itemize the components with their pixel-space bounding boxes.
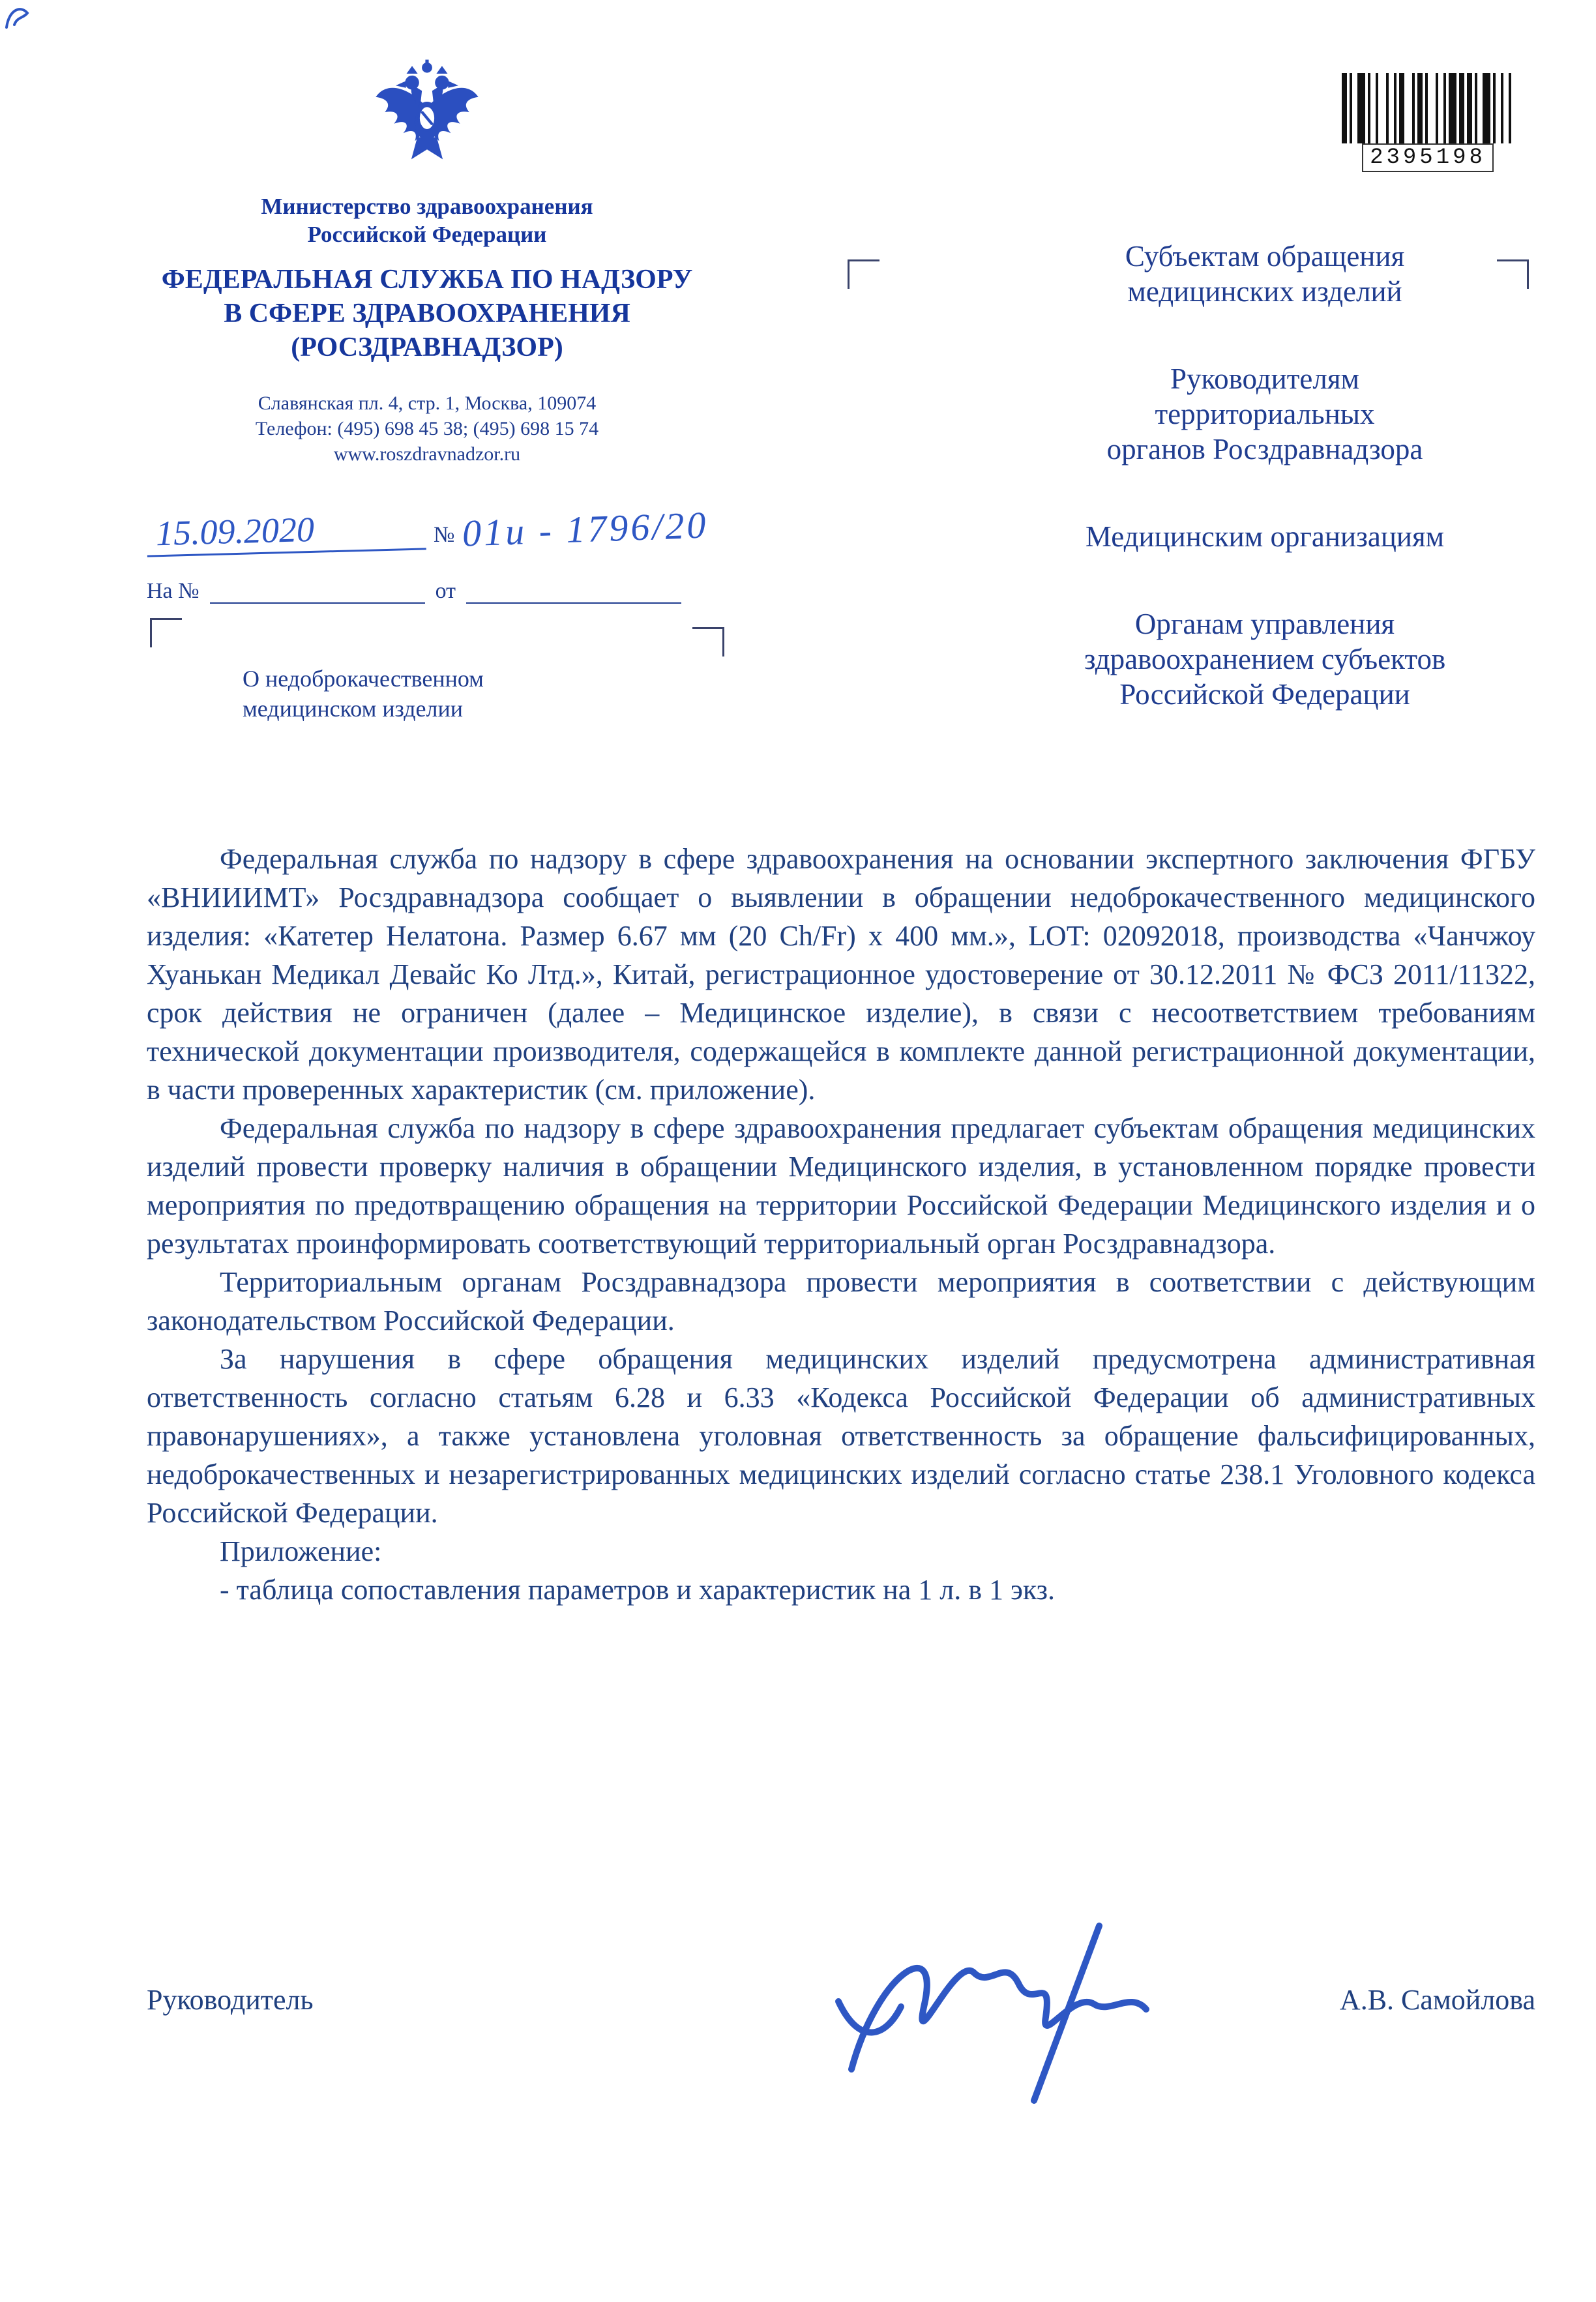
reference-number-row [147,579,692,604]
attachment-label: Приложение: [220,1535,382,1567]
ref-date-blank [466,580,681,604]
recipient-block [984,239,1545,309]
org-phone: Телефон: (495) 698 45 38; (495) 698 15 74 [255,418,599,439]
subject-zone-corner-mark-right [692,627,724,657]
recipient-line: Органам управления [1134,608,1395,640]
barcode-bars [1323,73,1532,143]
recipient-line: медицинских изделий [1127,275,1402,308]
recipient-block [984,361,1545,467]
body-paragraph: Территориальным органам Росздравнадзора провести мероприятия в соответствии с действующим законодательством Российской Федерации. [147,1266,1535,1336]
pen-mark [1,1,43,33]
recipient-block [984,606,1545,712]
address-zone-corner-mark-left [848,259,879,289]
signature-row [147,1983,1535,2016]
subject-zone-corner-mark-left [150,618,182,647]
coat-of-arms-icon [371,57,483,183]
subject-line-1: О недоброкачественном [243,666,484,692]
recipient-line: органов Росздравнадзора [1106,433,1423,465]
recipient-line: Руководителям [1170,362,1359,395]
org-website: www.roszdravnadzor.ru [333,443,521,465]
ref-number-blank [210,580,425,604]
date-field: 15.09.2020 [146,506,426,557]
signatory-name: А.В. Самойлова [1339,1984,1535,2016]
org-address: Славянская пл. 4, стр. 1, Москва, 109074 [258,392,597,414]
body-paragraph: За нарушения в сфере обращения медицинских изделий предусмотрена административная ответственность согласно статьям 6.28 и 6.33 «Кодекса Российской Федерации об административных правонарушениях», а также установлена уголовная ответственность за обращение фальсифицированных, недоброкачественных и незарегистрированных медицинских изделий согласно статье 238.1 Уголовного кодекса Российской Федерации. [147,1343,1535,1529]
recipient-block [984,519,1545,554]
recipient-line: Субъектам обращения [1125,240,1405,273]
service-name-line-2: В СФЕРЕ ЗДРАВООХРАНЕНИЯ [224,299,630,329]
recipient-line: территориальных [1155,398,1375,430]
letter-body [147,840,1535,1609]
ministry-line-2: Российской Федерации [307,222,547,247]
recipients-column [984,239,1545,764]
ref-ot-label: от [435,579,456,603]
body-paragraph: Федеральная служба по надзору в сфере здравоохранения предлагает субъектам обращения медицинских изделий провести проверку наличия в обращении Медицинского изделия, в установленном порядке провести мероприятия по предотвращению обращения на территории Российской Федерации Медицинского изделия и о результатах проинформировать соответствующий территориальный орган Росздравнадзора. [147,1112,1535,1260]
barcode [1323,73,1532,172]
recipient-line: Медицинским организациям [1085,520,1445,553]
subject-line-2: медицинском изделии [243,696,464,722]
recipient-line: здравоохранением субъектов [1084,643,1446,675]
service-name-line-1: ФЕДЕРАЛЬНАЯ СЛУЖБА ПО НАДЗОРУ [161,265,693,295]
doc-number-field: 01и - 1796/20 [462,503,709,555]
outgoing-date-number-row [147,503,962,555]
ref-na-label: На № [147,579,200,603]
service-name-line-3: (РОСЗДРАВНАДЗОР) [291,332,563,362]
letterhead [98,57,756,467]
ministry-line-1: Министерство здравоохранения [261,194,593,219]
barcode-number: 2395198 [1362,143,1494,172]
signatory-title: Руководитель [147,1984,314,2016]
body-paragraph: Федеральная служба по надзору в сфере здравоохранения на основании экспертного заключения ФГБУ «ВНИИИМТ» Росздравнадзора сообщает о выявлении в обращении недоброкачественного медицинского изделия: «Катетер Нелатона. Размер 6.67 мм (20 Ch/Fr) х 400 мм.», LOT: 02092018, производства «Чанчжоу Хуанькан Медикал Девайс Ко Лтд.», Китай, регистрационное удостоверение от 30.12.2011 № ФСЗ 2011/11322, срок действия не ограничен (далее – Медицинское изделие), в связи с несоответствием требованиям технической документации производителя, содержащейся в комплекте данной регистрационной документации, в части проверенных характеристик (см. приложение). [147,843,1535,1106]
number-sign: № [434,523,455,547]
recipient-line: Российской Федерации [1119,678,1410,711]
attachment-item: - таблица сопоставления параметров и характеристик на 1 л. в 1 экз. [220,1574,1056,1606]
subject-block [243,664,484,724]
